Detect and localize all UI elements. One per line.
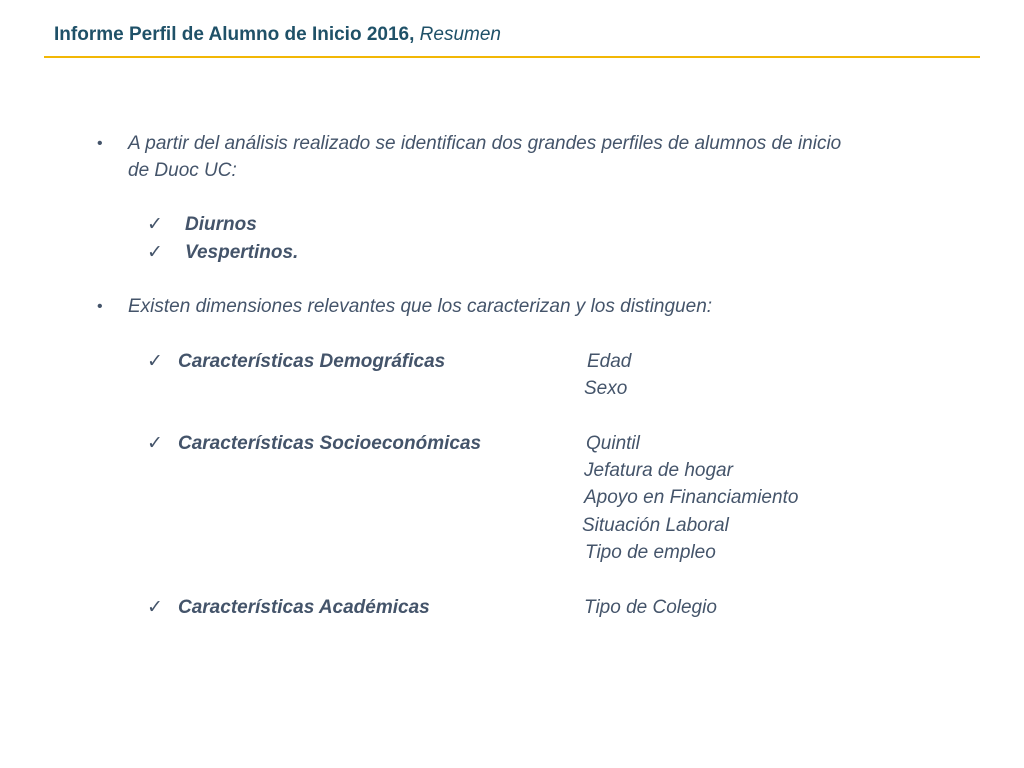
dimension-name: Características Demográficas [178, 351, 446, 372]
dimension-item: Tipo de Colegio [584, 597, 717, 618]
dimension-name: Características Académicas [178, 597, 430, 618]
profile-item: Diurnos [185, 214, 257, 235]
dimensions-intro: Existen dimensiones relevantes que los caracterizan y los distinguen: [128, 296, 713, 317]
bullet-icon: • [97, 298, 103, 315]
check-icon: ✓ [147, 596, 163, 618]
dimension-item: Sexo [584, 378, 628, 399]
title-subtitle: Resumen [419, 24, 501, 45]
dimension-item: Tipo de empleo [585, 542, 716, 563]
page-title [54, 24, 501, 46]
intro-line-1: A partir del análisis realizado se identifican dos grandes perfiles de alumnos de inicio [128, 133, 842, 154]
intro-line-2: de Duoc UC: [128, 160, 237, 181]
check-icon: ✓ [147, 350, 163, 372]
dimension-item: Apoyo en Financiamiento [584, 487, 799, 508]
dimension-item: Quintil [586, 433, 640, 454]
check-icon: ✓ [147, 213, 163, 235]
dimension-item: Jefatura de hogar [584, 460, 733, 481]
bullet-icon: • [97, 135, 103, 152]
title-main: Informe Perfil de Alumno de Inicio 2016, [54, 24, 415, 45]
check-icon: ✓ [147, 241, 163, 263]
profile-item: Vespertinos. [185, 242, 299, 263]
dimension-item: Edad [587, 351, 632, 372]
dimension-item: Situación Laboral [582, 515, 729, 536]
check-icon: ✓ [147, 432, 163, 454]
header-divider [44, 56, 980, 58]
dimension-name: Características Socioeconómicas [178, 433, 482, 454]
